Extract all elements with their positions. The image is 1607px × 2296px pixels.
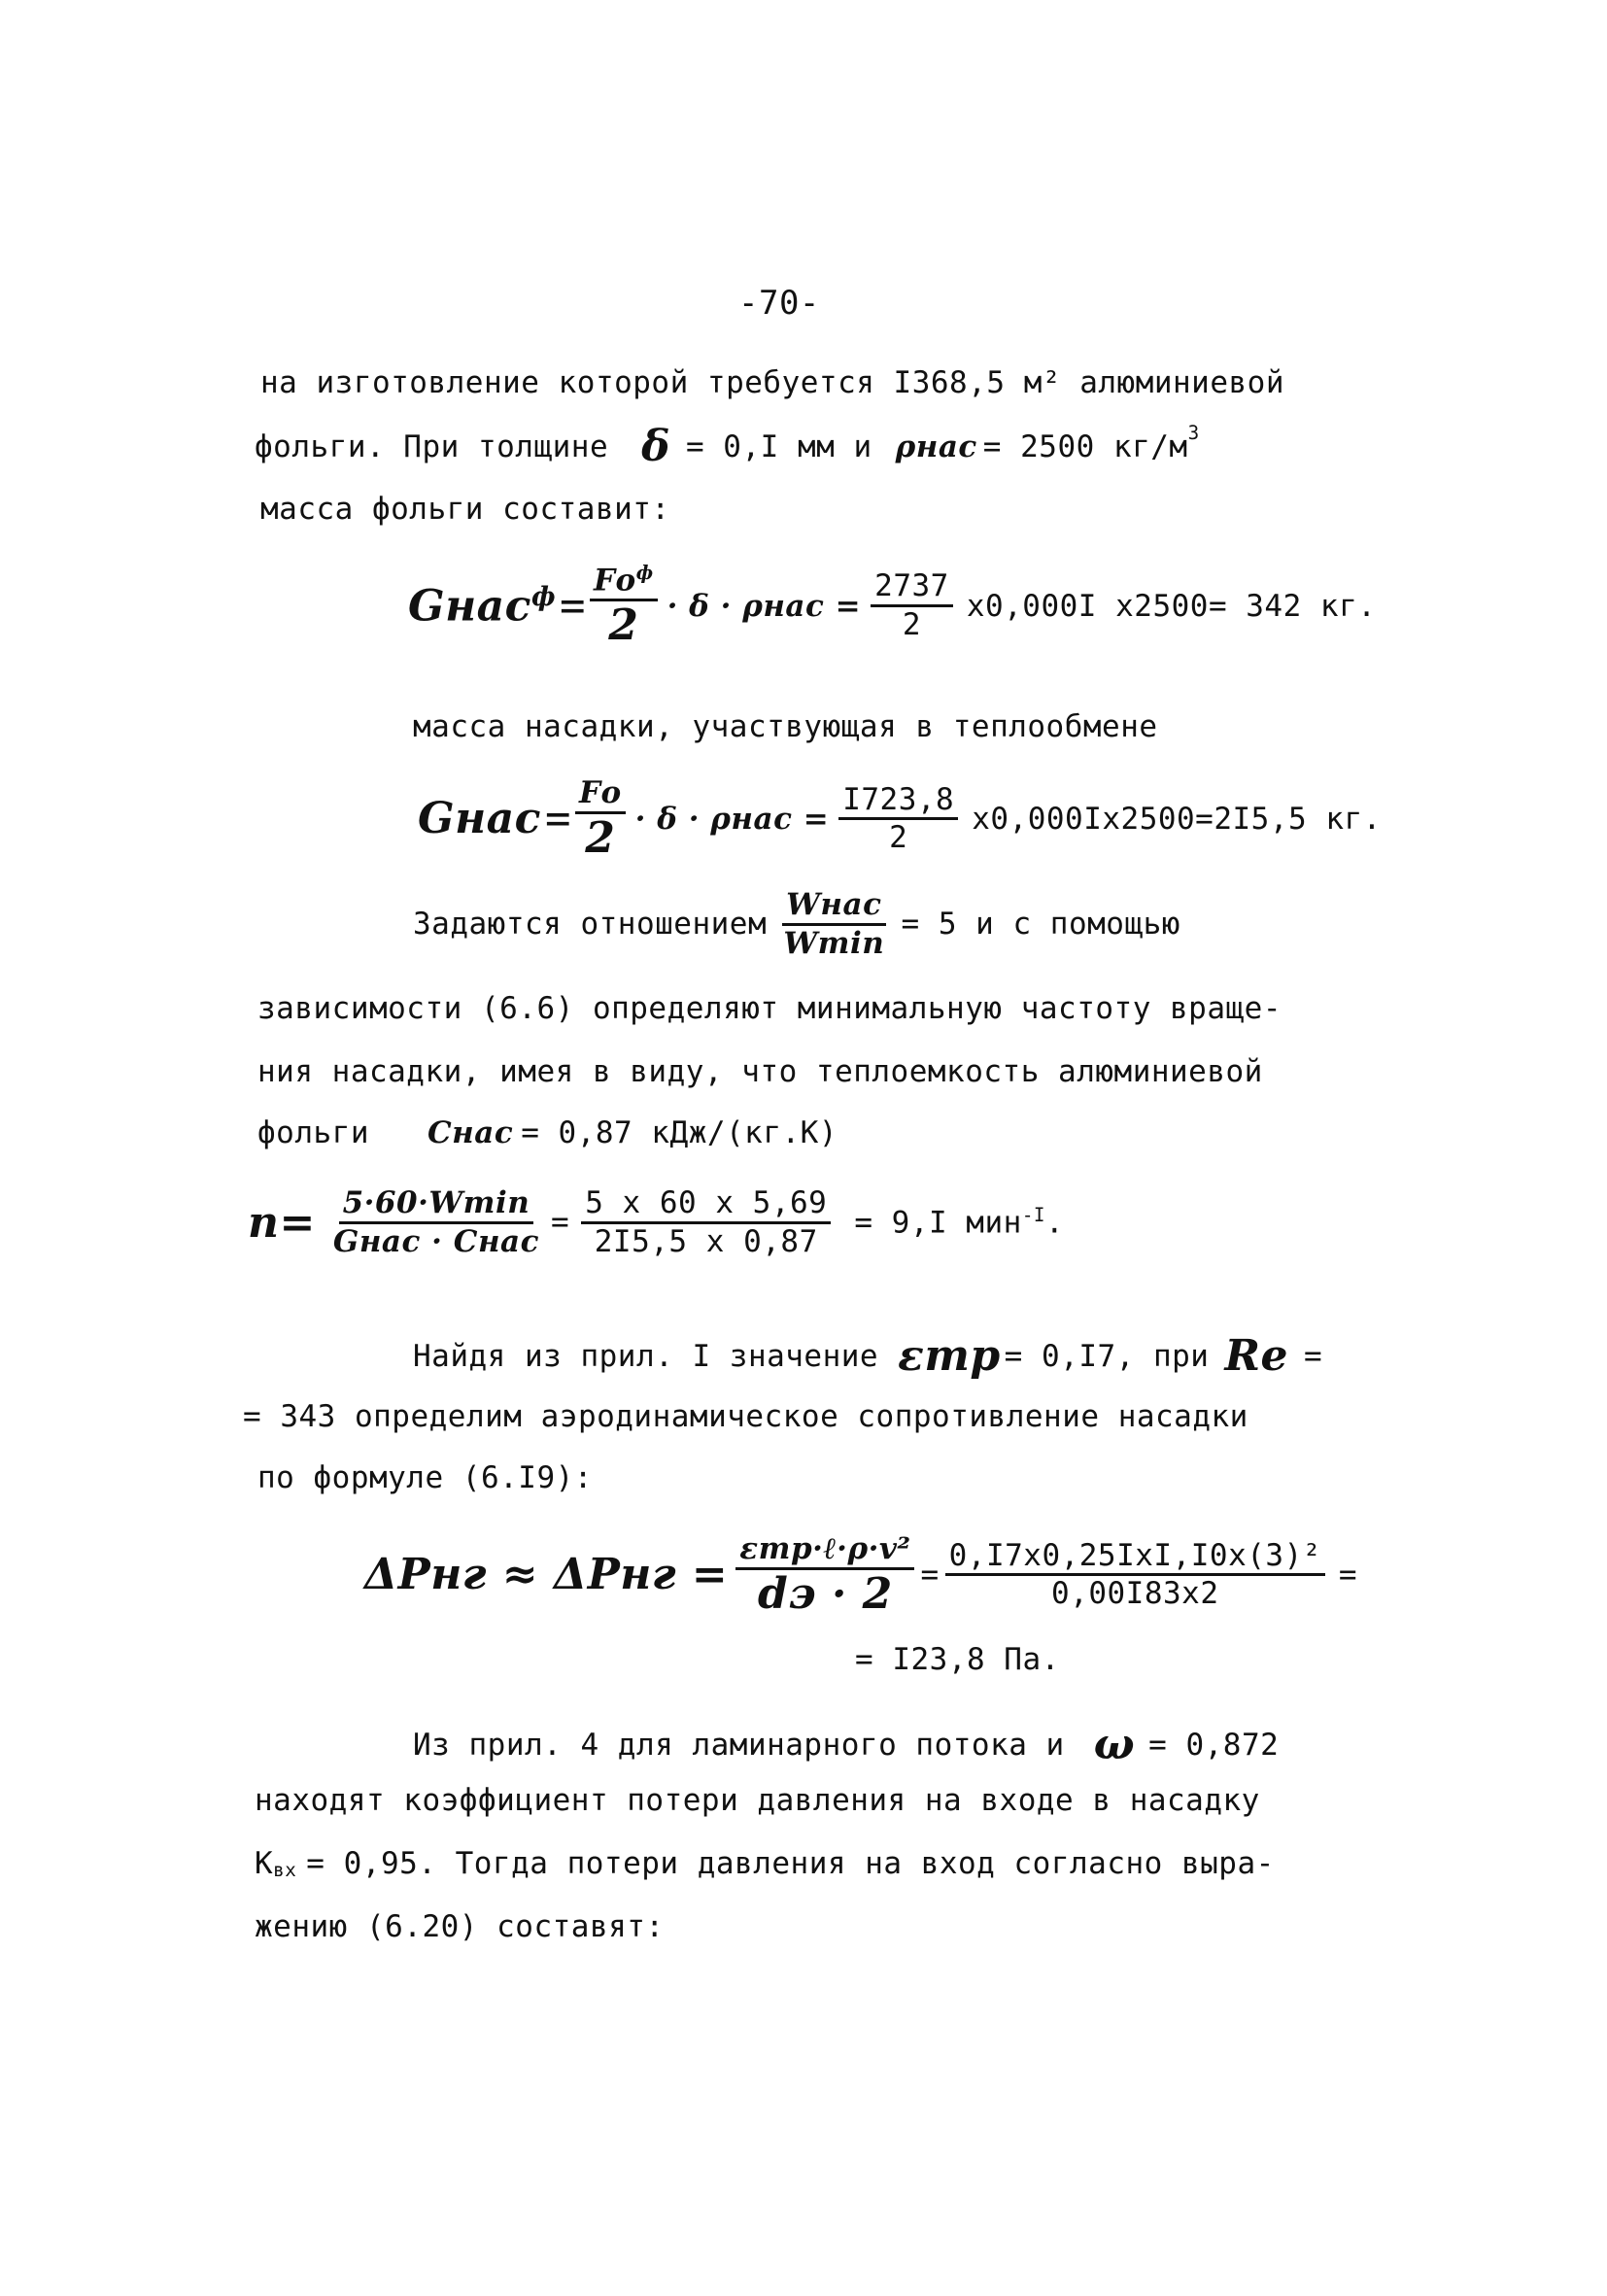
text-run: = 2500 кг/м [982,428,1188,464]
eq-tail: = 9,I мин$^{-I}$. [854,1204,1065,1241]
equation-result: = I23,8 Па. [855,1642,1060,1677]
c-symbol: Cнас [427,1115,514,1150]
re-symbol: Re [1224,1331,1289,1381]
fraction-numeric: $\frac{2737}{2}$ [871,570,953,640]
text-run: Из прил. 4 для ламинарного потока и [413,1727,1065,1763]
fraction: $\frac{Fо^ф}{2}$ [590,564,658,648]
fraction-numeric: $\frac{5 x 60 x 5,69}{2I5,5 x 0,87}$ [581,1187,831,1257]
paragraph-line [255,1846,1275,1881]
omega-symbol: ω [1093,1720,1136,1769]
paragraph-line: по формуле (6.I9): [257,1460,593,1495]
paragraph-line: = 343 определим аэродинамическое сопротивление насадки [243,1399,1248,1434]
eq-lhs: ΔPнг ≈ ΔPнг = [364,1550,729,1600]
paragraph-line [413,1331,1322,1381]
equation-packing-mass: Gнас = $\frac{Fо}{2}$ · δ · ρнас = $\frac{I723,8}{2}$ x0,000Ix2500=2I5,5 кг. [418,775,1382,863]
text-run: = 0,I7, при [1004,1338,1210,1374]
fraction-numeric: $\frac{I723,8}{2}$ [838,784,958,854]
fraction-numeric: $\frac{\text{0,I7x0,25IxI,I0x(3)²}}{0,00I83x2}$ [945,1540,1325,1610]
k-symbol: K [255,1846,274,1881]
text-run: Задаются отношением [413,907,768,942]
eq-mid: · δ · ρнас = [667,588,862,624]
eq-lhs: Gнас$^ф$ [408,580,557,632]
text-run: = [1304,1338,1323,1374]
paragraph-line: зависимости (6.6) определяют минимальную частоту враще- [257,991,1282,1026]
paragraph-line: жению (6.20) составят: [255,1909,665,1944]
epsilon-symbol: εтр [898,1331,1001,1381]
text-run: = 0,95. Тогда потери давления на вход согласно выра- [306,1846,1275,1881]
eq-tail: x0,000Ix2500=2I5,5 кг. [972,801,1382,837]
fraction: $\frac{\text{εтр·ℓ·ρ·v²}}{dэ \cdot 2}$ [735,1533,914,1617]
eq-tail: x0,000I x2500= 342 кг. [966,588,1377,624]
paragraph-line [257,1115,838,1150]
paragraph-line: масса насадки, участвующая в теплообмене [413,709,1158,744]
equation-rotation-speed: n= $\frac{5\cdot 60\cdot Wmin}{\text{Gнас · Cнас}}$ = $\frac{5 x 60 x 5,69}{2I5,5 x 0,87}$ = 9,I мин$^{-I}$. [248,1185,1065,1259]
fraction: $\frac{Fо}{2}$ [575,777,626,861]
text-run: = 5 и с помощью [901,907,1180,942]
page-number: -70- [738,284,820,323]
text-run: фольги. При толщине [255,428,609,464]
equation-aero-resistance: ΔPнг ≈ ΔPнг = $\frac{\text{εтр·ℓ·ρ·v²}}{dэ \cdot 2}$ = $\frac{\text{0,I7x0,25IxI,I0x(3)²}}{0,00I83x2}$ = [364,1531,1358,1619]
text-run: = 0,87 кДж/(кг.К) [521,1115,838,1150]
paragraph-line: масса фольги составит: [260,492,670,527]
delta-symbol: δ [641,422,670,471]
exponent: 3 [1187,422,1200,444]
paragraph-line [255,422,1200,471]
rho-symbol: ρнас [895,428,977,464]
eq-lhs: n= [248,1197,316,1248]
subscript: вх [273,1859,297,1881]
paragraph-line: ния насадки, имея в виду, что теплоемкость алюминиевой [257,1054,1263,1089]
text-run: фольги [257,1115,369,1150]
paragraph-line: на изготовление которой требуется I368,5 м² алюминиевой [260,365,1284,400]
text-run: Найдя из прил. I значение [413,1338,879,1374]
eq-mid: · δ · ρнас = [634,801,830,837]
paragraph-line: находят коэффициент потери давления на входе в насадку [255,1783,1260,1818]
eq-lhs: Gнас [418,794,541,844]
fraction: $\frac{5\cdot 60\cdot Wmin}{\text{Gнас · Cнас}}$ [332,1185,540,1259]
text-run: = 0,I мм и [685,428,872,464]
ratio-fraction: $\frac{\text{Wнас}}{Wmin}$ [783,887,885,961]
text-run: = 0,872 [1148,1727,1280,1763]
paragraph-line [413,889,1180,959]
equation-foil-mass: Gнас$^ф$ = $\frac{Fо^ф}{2}$ · δ · ρнас = $\frac{2737}{2}$ x0,000I x2500= 342 кг. [408,562,1377,650]
paragraph-line [413,1720,1279,1769]
